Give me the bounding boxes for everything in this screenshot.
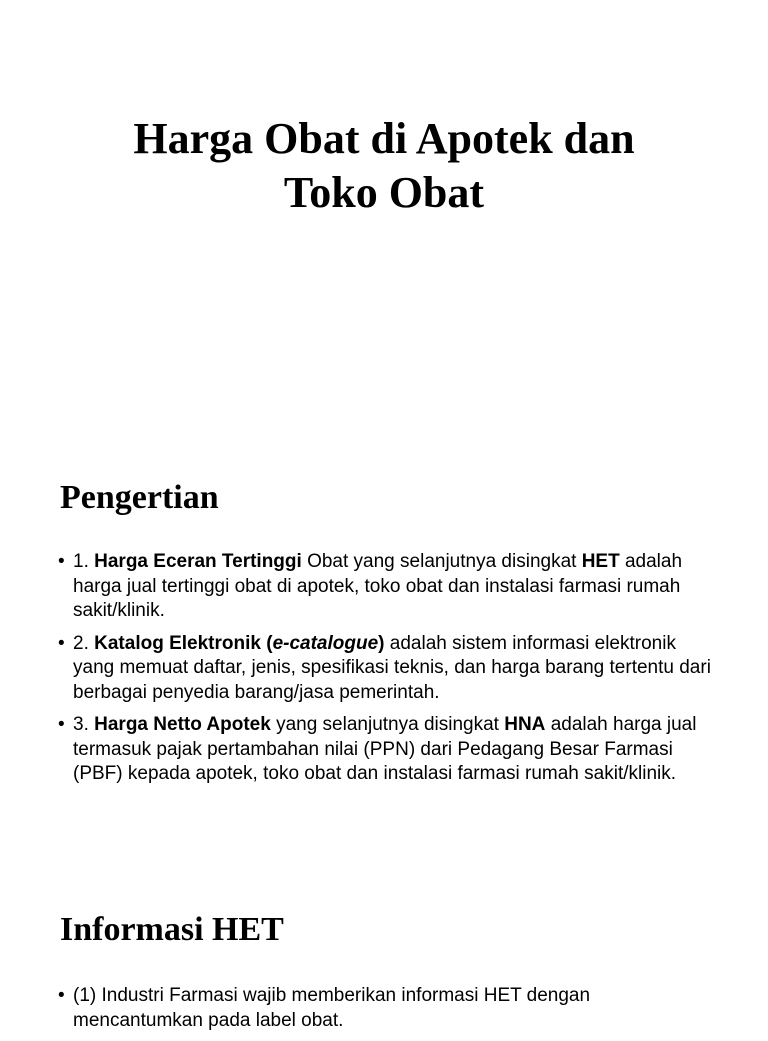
abbreviation: HET <box>581 551 620 572</box>
definition-text: Obat yang selanjutnya disingkat <box>307 551 577 572</box>
bullet-icon: • <box>58 714 65 735</box>
definition-item-het <box>58 550 718 624</box>
definition-term: Harga Eceran Tertinggi <box>94 551 302 572</box>
item-number: 1. <box>73 551 89 572</box>
section-heading-pengertian: Pengertian <box>60 479 219 516</box>
item-number: 3. <box>73 714 89 735</box>
definition-item-e-catalogue <box>58 632 718 706</box>
definition-term: Katalog Elektronik (e-catalogue) <box>94 632 385 654</box>
definition-text: adalah harga jual tertinggi obat di apotek, toko obat dan instalasi farmasi rumah sakit/klinik. <box>73 551 683 621</box>
section-heading-informasi-het: Informasi HET <box>60 911 284 948</box>
item-number: 2. <box>73 632 89 654</box>
definition-list <box>58 550 718 795</box>
definition-item-hna <box>58 713 718 787</box>
definition-term-italic: e-catalogue <box>272 632 379 654</box>
bullet-icon: • <box>58 985 65 1006</box>
bullet-icon: • <box>58 551 65 572</box>
slide-title <box>0 112 768 220</box>
definition-text: adalah sistem informasi elektronik yang memuat daftar, jenis, spesifikasi teknis, dan harga barang tertentu dari berbagai penyedia barang/jasa pemerintah. <box>73 632 711 703</box>
abbreviation: HNA <box>504 714 546 735</box>
het-info-list <box>58 984 718 1041</box>
slide-title-line-1: Harga Obat di Apotek dan <box>133 114 635 163</box>
het-info-text: (1) Industri Farmasi wajib memberikan informasi HET dengan mencantumkan pada label obat. <box>73 985 591 1031</box>
definition-term: Harga Netto Apotek <box>94 714 271 735</box>
het-info-item <box>58 984 718 1033</box>
slide-title-line-2: Toko Obat <box>283 168 485 217</box>
definition-text: adalah harga jual termasuk pajak pertambahan nilai (PPN) dari Pedagang Besar Farmasi (PBF) kepada apotek, toko obat dan instalasi farmasi rumah sakit/klinik. <box>73 714 697 784</box>
bullet-icon: • <box>58 632 65 654</box>
definition-text: yang selanjutnya disingkat <box>276 714 499 735</box>
